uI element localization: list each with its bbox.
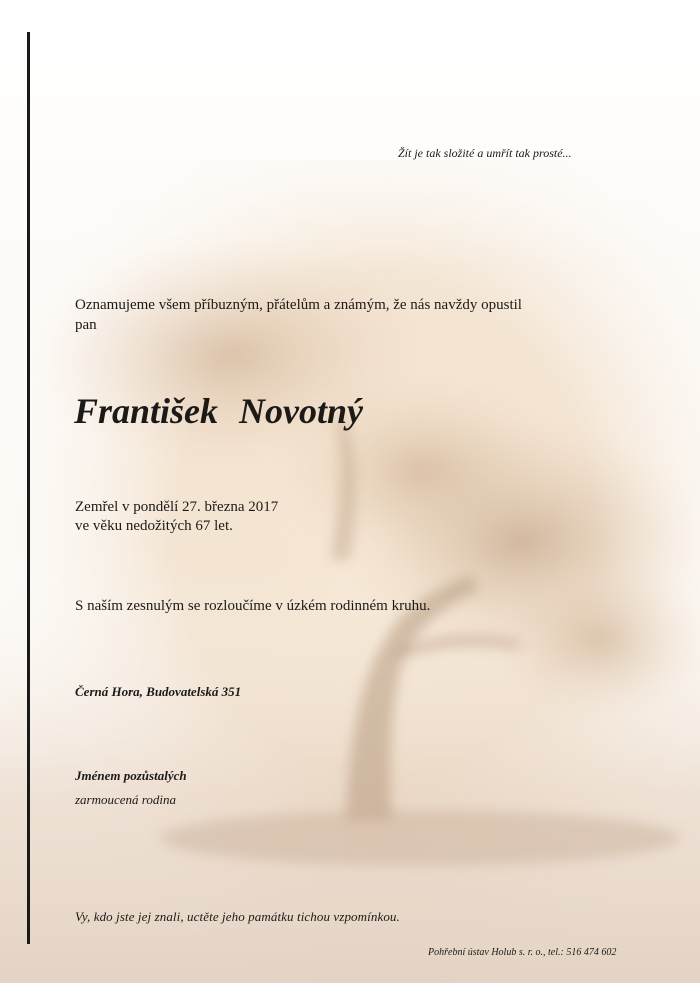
announcement-line-2: pan xyxy=(75,317,97,333)
deceased-name: František Novotný xyxy=(74,391,364,431)
closing-message: Vy, kdo jste jej znali, uctěte jeho památku tichou vzpomínkou. xyxy=(75,909,400,924)
announcement-line-1: Oznamujeme všem příbuzným, přátelům a známým, že nás navždy opustil xyxy=(75,297,522,313)
farewell-notice: S naším zesnulým se rozloučíme v úzkém rodinném kruhu. xyxy=(75,598,431,614)
age-line: ve věku nedožitých 67 let. xyxy=(75,518,233,534)
address: Černá Hora, Budovatelská 351 xyxy=(75,684,242,699)
death-info xyxy=(75,498,278,536)
vertical-rule xyxy=(27,32,30,944)
on-behalf-label: Jménem pozůstalých xyxy=(75,768,187,783)
announcement xyxy=(75,295,522,335)
death-date-line: Zemřel v pondělí 27. března 2017 xyxy=(75,499,279,515)
funeral-home-footer: Pohřební ústav Holub s. r. o., tel.: 516 474 602 xyxy=(428,947,617,958)
family-signature: zarmoucená rodina xyxy=(75,792,176,807)
motto-quote: Žít je tak složité a umřít tak prosté... xyxy=(398,146,572,160)
